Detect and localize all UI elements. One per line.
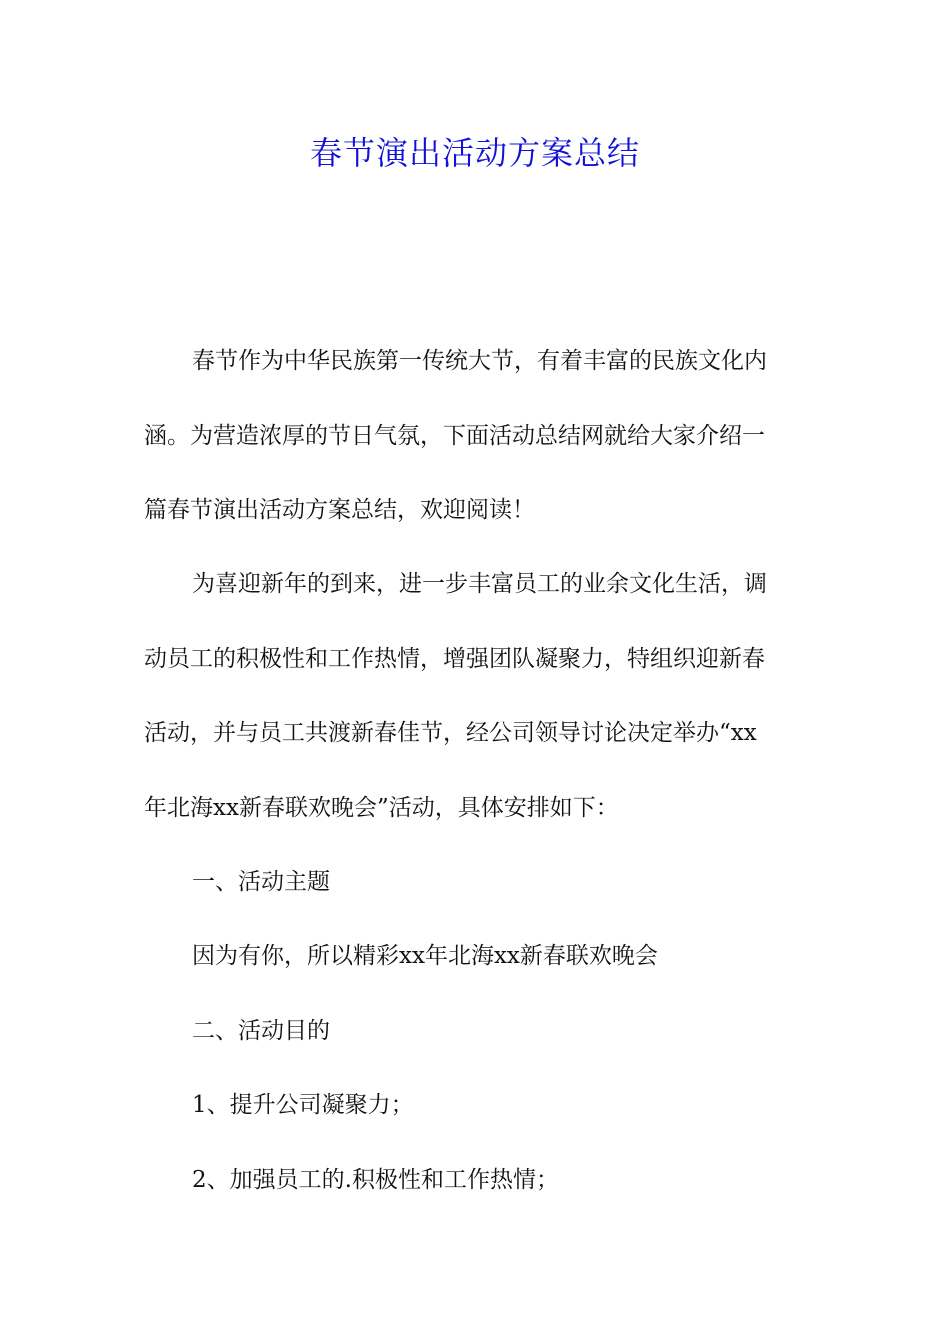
paragraph-line: 动员工的积极性和工作热情，增强团队凝聚力，特组织迎新春 bbox=[144, 646, 765, 672]
paragraph-line: 春节作为中华民族第一传统大节，有着丰富的民族文化内 bbox=[192, 348, 767, 374]
paragraph-line: 活动，并与员工共渡新春佳节，经公司领导讨论决定举办“xx bbox=[144, 720, 757, 746]
paragraph-line: 篇春节演出活动方案总结，欢迎阅读！ bbox=[144, 497, 535, 523]
section-heading: 一、活动主题 bbox=[192, 869, 330, 895]
section-heading: 二、活动目的 bbox=[192, 1018, 330, 1044]
list-item: 1、提升公司凝聚力； bbox=[192, 1092, 414, 1118]
paragraph-line: 因为有你，所以精彩xx年北海xx新春联欢晚会 bbox=[192, 943, 658, 969]
document-title: 春节演出活动方案总结 bbox=[309, 134, 640, 172]
paragraph-line: 年北海xx新春联欢晚会”活动，具体安排如下： bbox=[144, 795, 619, 821]
paragraph-line: 涵。为营造浓厚的节日气氛，下面活动总结网就给大家介绍一 bbox=[144, 423, 765, 449]
paragraph-line: 为喜迎新年的到来，进一步丰富员工的业余文化生活，调 bbox=[192, 571, 767, 597]
list-item: 2、加强员工的.积极性和工作热情； bbox=[192, 1167, 559, 1193]
